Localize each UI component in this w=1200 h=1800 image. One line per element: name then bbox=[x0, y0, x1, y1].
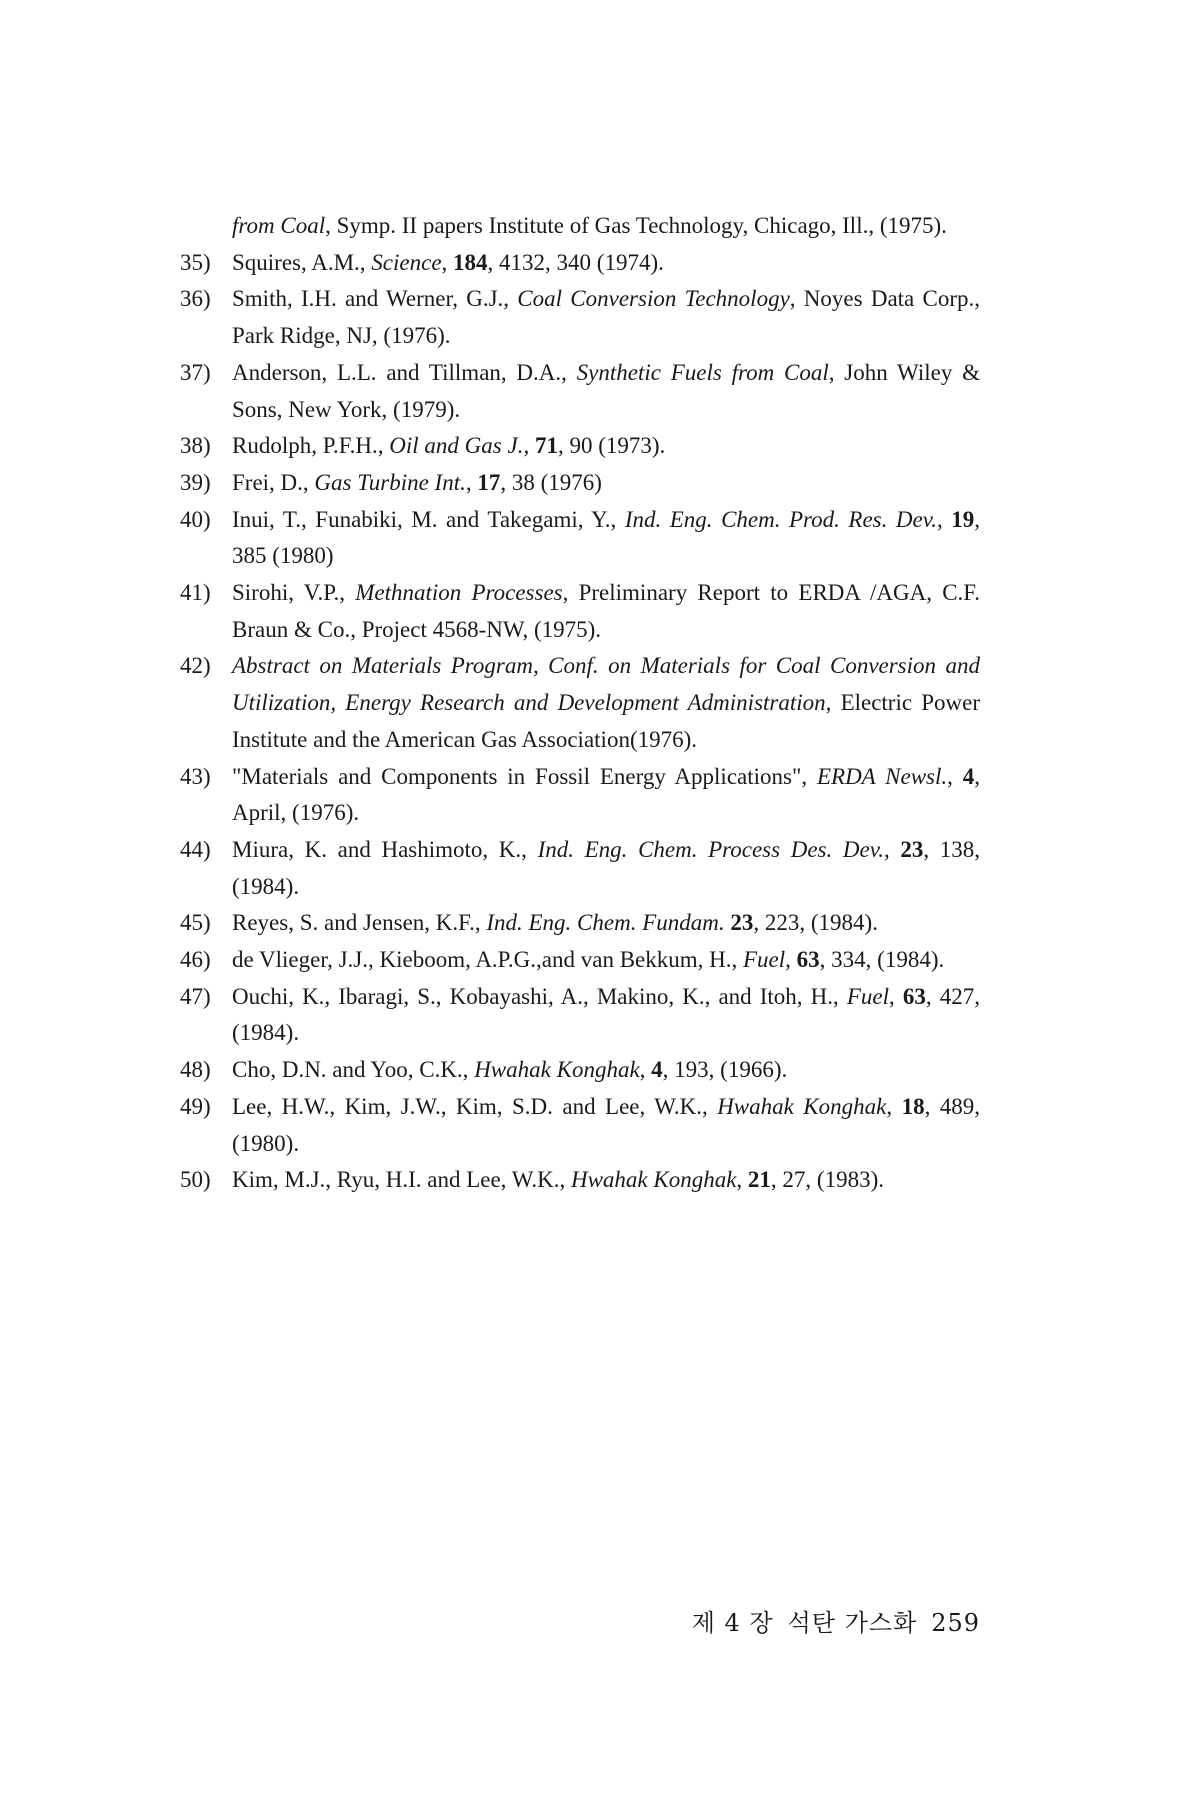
reference-text: Abstract on Materials Program, Conf. on Materials for Coal Conversion and Utilization, Energy Research and Development Administration, Electric Power Institute and the American Gas Association(1976). bbox=[232, 653, 980, 752]
reference-continuation: from Coal, Symp. II papers Institute of Gas Technology, Chicago, Ill., (1975). bbox=[232, 213, 947, 238]
reference-item bbox=[180, 502, 980, 575]
reference-item bbox=[180, 942, 980, 979]
reference-number: 45) bbox=[180, 910, 211, 936]
reference-item bbox=[180, 428, 980, 465]
reference-number: 40) bbox=[180, 506, 211, 532]
chapter-label: 제 4 장 bbox=[691, 1609, 774, 1637]
page-number: 259 bbox=[931, 1609, 980, 1637]
reference-text: Cho, D.N. and Yoo, C.K., Hwahak Konghak, 4, 193, (1966). bbox=[232, 1057, 788, 1083]
reference-item bbox=[180, 648, 980, 758]
reference-number: 46) bbox=[180, 947, 211, 973]
reference-number: 48) bbox=[180, 1057, 211, 1083]
reference-item bbox=[180, 465, 980, 502]
reference-item bbox=[180, 1052, 980, 1089]
reference-number: 39) bbox=[180, 469, 211, 495]
reference-text: "Materials and Components in Fossil Energy Applications", ERDA Newsl., 4, April, (1976). bbox=[232, 763, 981, 826]
reference-number: 35) bbox=[180, 249, 211, 275]
reference-item bbox=[180, 759, 980, 832]
reference-item bbox=[180, 355, 980, 428]
reference-item bbox=[180, 1089, 980, 1162]
reference-list bbox=[180, 208, 980, 1199]
reference-number: 38) bbox=[180, 433, 211, 459]
reference-number: 49) bbox=[180, 1093, 211, 1119]
reference-item bbox=[180, 905, 980, 942]
reference-text: Squires, A.M., Science, 184, 4132, 340 (1974). bbox=[232, 249, 664, 275]
reference-text: Lee, H.W., Kim, J.W., Kim, S.D. and Lee, W.K., Hwahak Konghak, 18, 489, (1980). bbox=[232, 1093, 981, 1156]
reference-text: Anderson, L.L. and Tillman, D.A., Synthetic Fuels from Coal, John Wiley & Sons, New York, (1979). bbox=[232, 359, 980, 422]
reference-item bbox=[180, 832, 980, 905]
reference-text: Ouchi, K., Ibaragi, S., Kobayashi, A., Makino, K., and Itoh, H., Fuel, 63, 427, (1984). bbox=[232, 983, 980, 1046]
reference-number: 43) bbox=[180, 763, 211, 789]
reference-item bbox=[180, 979, 980, 1052]
page-footer bbox=[678, 1603, 980, 1638]
reference-item bbox=[180, 281, 980, 354]
reference-text: Sirohi, V.P., Methnation Processes, Preliminary Report to ERDA /AGA, C.F. Braun & Co., Project 4568-NW, (1975). bbox=[232, 580, 980, 642]
reference-text: Inui, T., Funabiki, M. and Takegami, Y., Ind. Eng. Chem. Prod. Res. Dev., 19, 385 (1980) bbox=[232, 506, 981, 569]
reference-number: 36) bbox=[180, 286, 211, 312]
reference-text: de Vlieger, J.J., Kieboom, A.P.G.,and van Bekkum, H., Fuel, 63, 334, (1984). bbox=[232, 947, 945, 973]
reference-text: Kim, M.J., Ryu, H.I. and Lee, W.K., Hwahak Konghak, 21, 27, (1983). bbox=[232, 1167, 884, 1193]
reference-number: 41) bbox=[180, 580, 211, 606]
reference-text: Reyes, S. and Jensen, K.F., Ind. Eng. Chem. Fundam. 23, 223, (1984). bbox=[232, 910, 878, 936]
reference-number: 37) bbox=[180, 359, 211, 385]
reference-text: Smith, I.H. and Werner, G.J., Coal Conversion Technology, Noyes Data Corp., Park Ridge, NJ, (1976). bbox=[232, 286, 981, 349]
reference-item bbox=[180, 1162, 980, 1199]
reference-item bbox=[180, 245, 980, 282]
reference-number: 50) bbox=[180, 1167, 211, 1193]
chapter-title: 석탄 가스화 bbox=[787, 1609, 918, 1637]
reference-text: Rudolph, P.F.H., Oil and Gas J., 71, 90 (1973). bbox=[232, 433, 666, 459]
reference-text: Miura, K. and Hashimoto, K., Ind. Eng. Chem. Process Des. Dev., 23, 138, (1984). bbox=[232, 836, 981, 899]
reference-item bbox=[180, 575, 980, 648]
reference-number: 44) bbox=[180, 836, 211, 862]
reference-number: 42) bbox=[180, 653, 211, 679]
reference-number: 47) bbox=[180, 983, 211, 1009]
reference-text: Frei, D., Gas Turbine Int., 17, 38 (1976) bbox=[232, 469, 602, 495]
